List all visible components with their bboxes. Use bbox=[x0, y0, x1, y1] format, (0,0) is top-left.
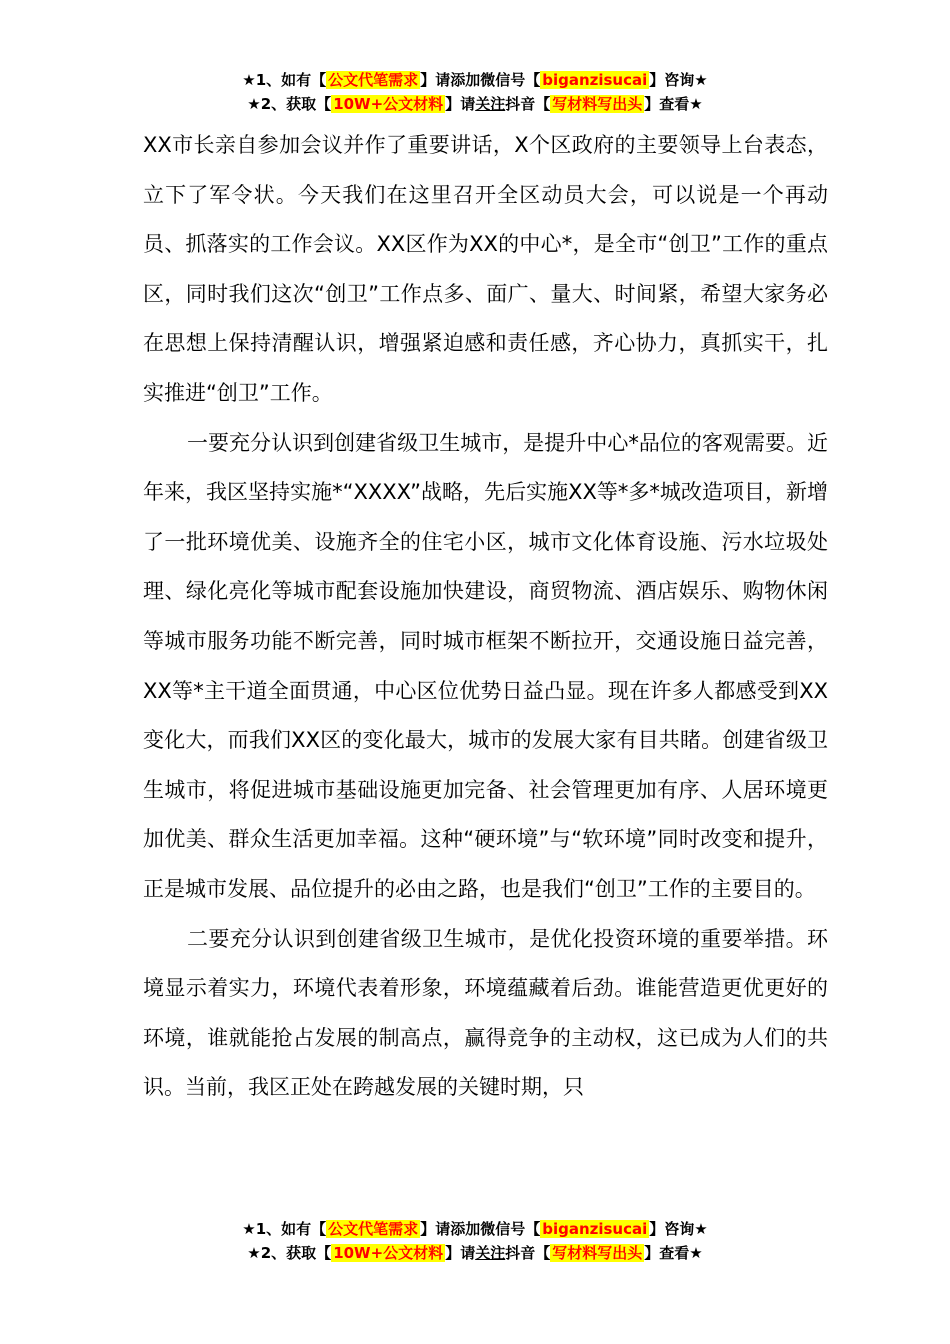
promo-highlight-materials: 10W+公文材料 bbox=[333, 95, 444, 113]
promo-highlight-douyin-account: 写材料写出头 bbox=[552, 95, 643, 113]
promo-line-1 bbox=[0, 68, 950, 92]
promo-footer bbox=[0, 1217, 950, 1265]
promo-footer-highlight-douyin-account: 写材料写出头 bbox=[552, 1244, 643, 1262]
promo-footer-line-2-prefix: ★2、获取【 bbox=[247, 1244, 332, 1262]
promo-footer-line-2-suffix: 】查看★ bbox=[644, 1244, 703, 1262]
promo-line-2-middle-b: 抖音【 bbox=[505, 95, 551, 113]
promo-footer-highlight-wechat-id: biganzisucai bbox=[542, 1220, 648, 1238]
promo-header bbox=[0, 68, 950, 116]
promo-line-1-prefix: ★1、如有【 bbox=[242, 71, 327, 89]
promo-line-2-prefix: ★2、获取【 bbox=[247, 95, 332, 113]
paragraph-point-one: 一要充分认识到创建省级卫生城市，是提升中心*品位的客观需要。近年来，我区坚持实施*“XXXX”战略，先后实施XX等*多*城改造项目，新增了一批环境优美、设施齐全的住宅小区，城市文化体育设施、污水垃圾处理、绿化亮化等城市配套设施加快建设，商贸物流、酒店娱乐、购物休闲等城市服务功能不断完善，同时城市框架不断拉开，交通设施日益完善，XX等*主干道全面贯通，中心区位优势日益凸显。现在许多人都感受到XX变化大，而我们XX区的变化最大，城市的发展大家有目共睹。创建省级卫生城市，将促进城市基础设施更加完备、社会管理更加有序、人居环境更加优美、群众生活更加幸福。这种“硬环境”与“软环境”同时改变和提升，正是城市发展、品位提升的必由之路，也是我们“创卫”工作的主要目的。 bbox=[143, 430, 828, 901]
promo-footer-underlined-follow: 关注 bbox=[475, 1244, 506, 1262]
paragraph-continuation: XX市长亲自参加会议并作了重要讲话，X个区政府的主要领导上台表态，立下了军令状。今天我们在这里召开全区动员大会，可以说是一个再动员、抓落实的工作会议。XX区作为XX的中心*，是全市“创卫”工作的重点区，同时我们这次“创卫”工作点多、面广、量大、时间紧，希望大家务必在思想上保持清醒认识，增强紧迫感和责任感，齐心协力，真抓实干，扎实推进“创卫”工作。 bbox=[143, 133, 828, 405]
promo-footer-line-1 bbox=[0, 1217, 950, 1241]
promo-footer-line-1-middle: 】请添加微信号【 bbox=[420, 1220, 541, 1238]
paragraph-point-two: 二要充分认识到创建省级卫生城市，是优化投资环境的重要举措。环境显示着实力，环境代表着形象，环境蕴藏着后劲。谁能营造更优更好的环境，谁就能抢占发展的制高点，赢得竞争的主动权，这已成为人们的共识。当前，我区正处在跨越发展的关键时期，只 bbox=[143, 926, 828, 1100]
promo-footer-highlight-materials: 10W+公文材料 bbox=[333, 1244, 444, 1262]
promo-footer-highlight-service: 公文代笔需求 bbox=[328, 1220, 419, 1238]
promo-footer-line-1-suffix: 】咨询★ bbox=[649, 1220, 708, 1238]
promo-underlined-follow: 关注 bbox=[475, 95, 506, 113]
promo-highlight-service: 公文代笔需求 bbox=[328, 71, 419, 89]
promo-line-1-middle: 】请添加微信号【 bbox=[420, 71, 541, 89]
promo-footer-line-1-prefix: ★1、如有【 bbox=[242, 1220, 327, 1238]
promo-line-1-suffix: 】咨询★ bbox=[649, 71, 708, 89]
promo-line-2-suffix: 】查看★ bbox=[644, 95, 703, 113]
promo-footer-line-2 bbox=[0, 1241, 950, 1265]
document-body bbox=[143, 121, 828, 1113]
promo-line-2 bbox=[0, 92, 950, 116]
promo-footer-line-2-middle-a: 】请 bbox=[445, 1244, 476, 1262]
promo-highlight-wechat-id: biganzisucai bbox=[542, 71, 648, 89]
promo-footer-line-2-middle-b: 抖音【 bbox=[505, 1244, 551, 1262]
promo-line-2-middle-a: 】请 bbox=[445, 95, 476, 113]
